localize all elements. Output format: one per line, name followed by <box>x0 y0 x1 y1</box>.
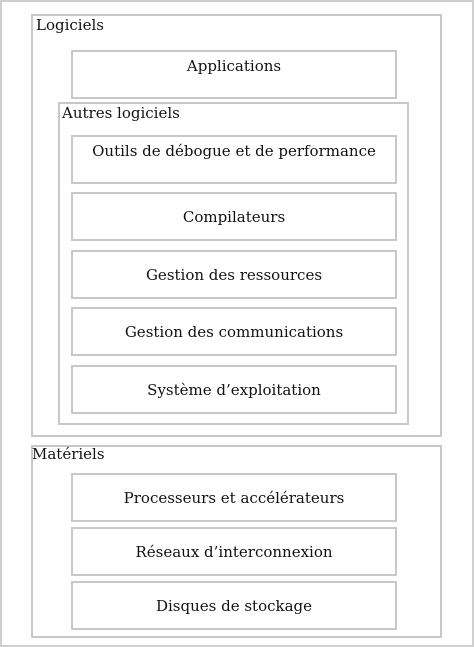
compilers-box: Compilateurs <box>71 192 397 241</box>
resource-management-box: Gestion des ressources <box>71 250 397 299</box>
operating-system-box: Système d’exploitation <box>71 365 397 414</box>
communications-management-box: Gestion des communications <box>71 307 397 356</box>
storage-disks-box: Disques de stockage <box>71 581 397 630</box>
interconnect-networks-box: Réseaux d’interconnexion <box>71 527 397 576</box>
debug-tools-box: Outils de débogue et de performance <box>71 135 397 184</box>
applications-box: Applications <box>71 50 397 99</box>
other-software-group-label: Autres logiciels <box>62 104 180 122</box>
hardware-group-label: Matériels <box>32 445 105 463</box>
processors-box: Processeurs et accélérateurs <box>71 473 397 522</box>
software-group-label: Logiciels <box>36 16 104 34</box>
